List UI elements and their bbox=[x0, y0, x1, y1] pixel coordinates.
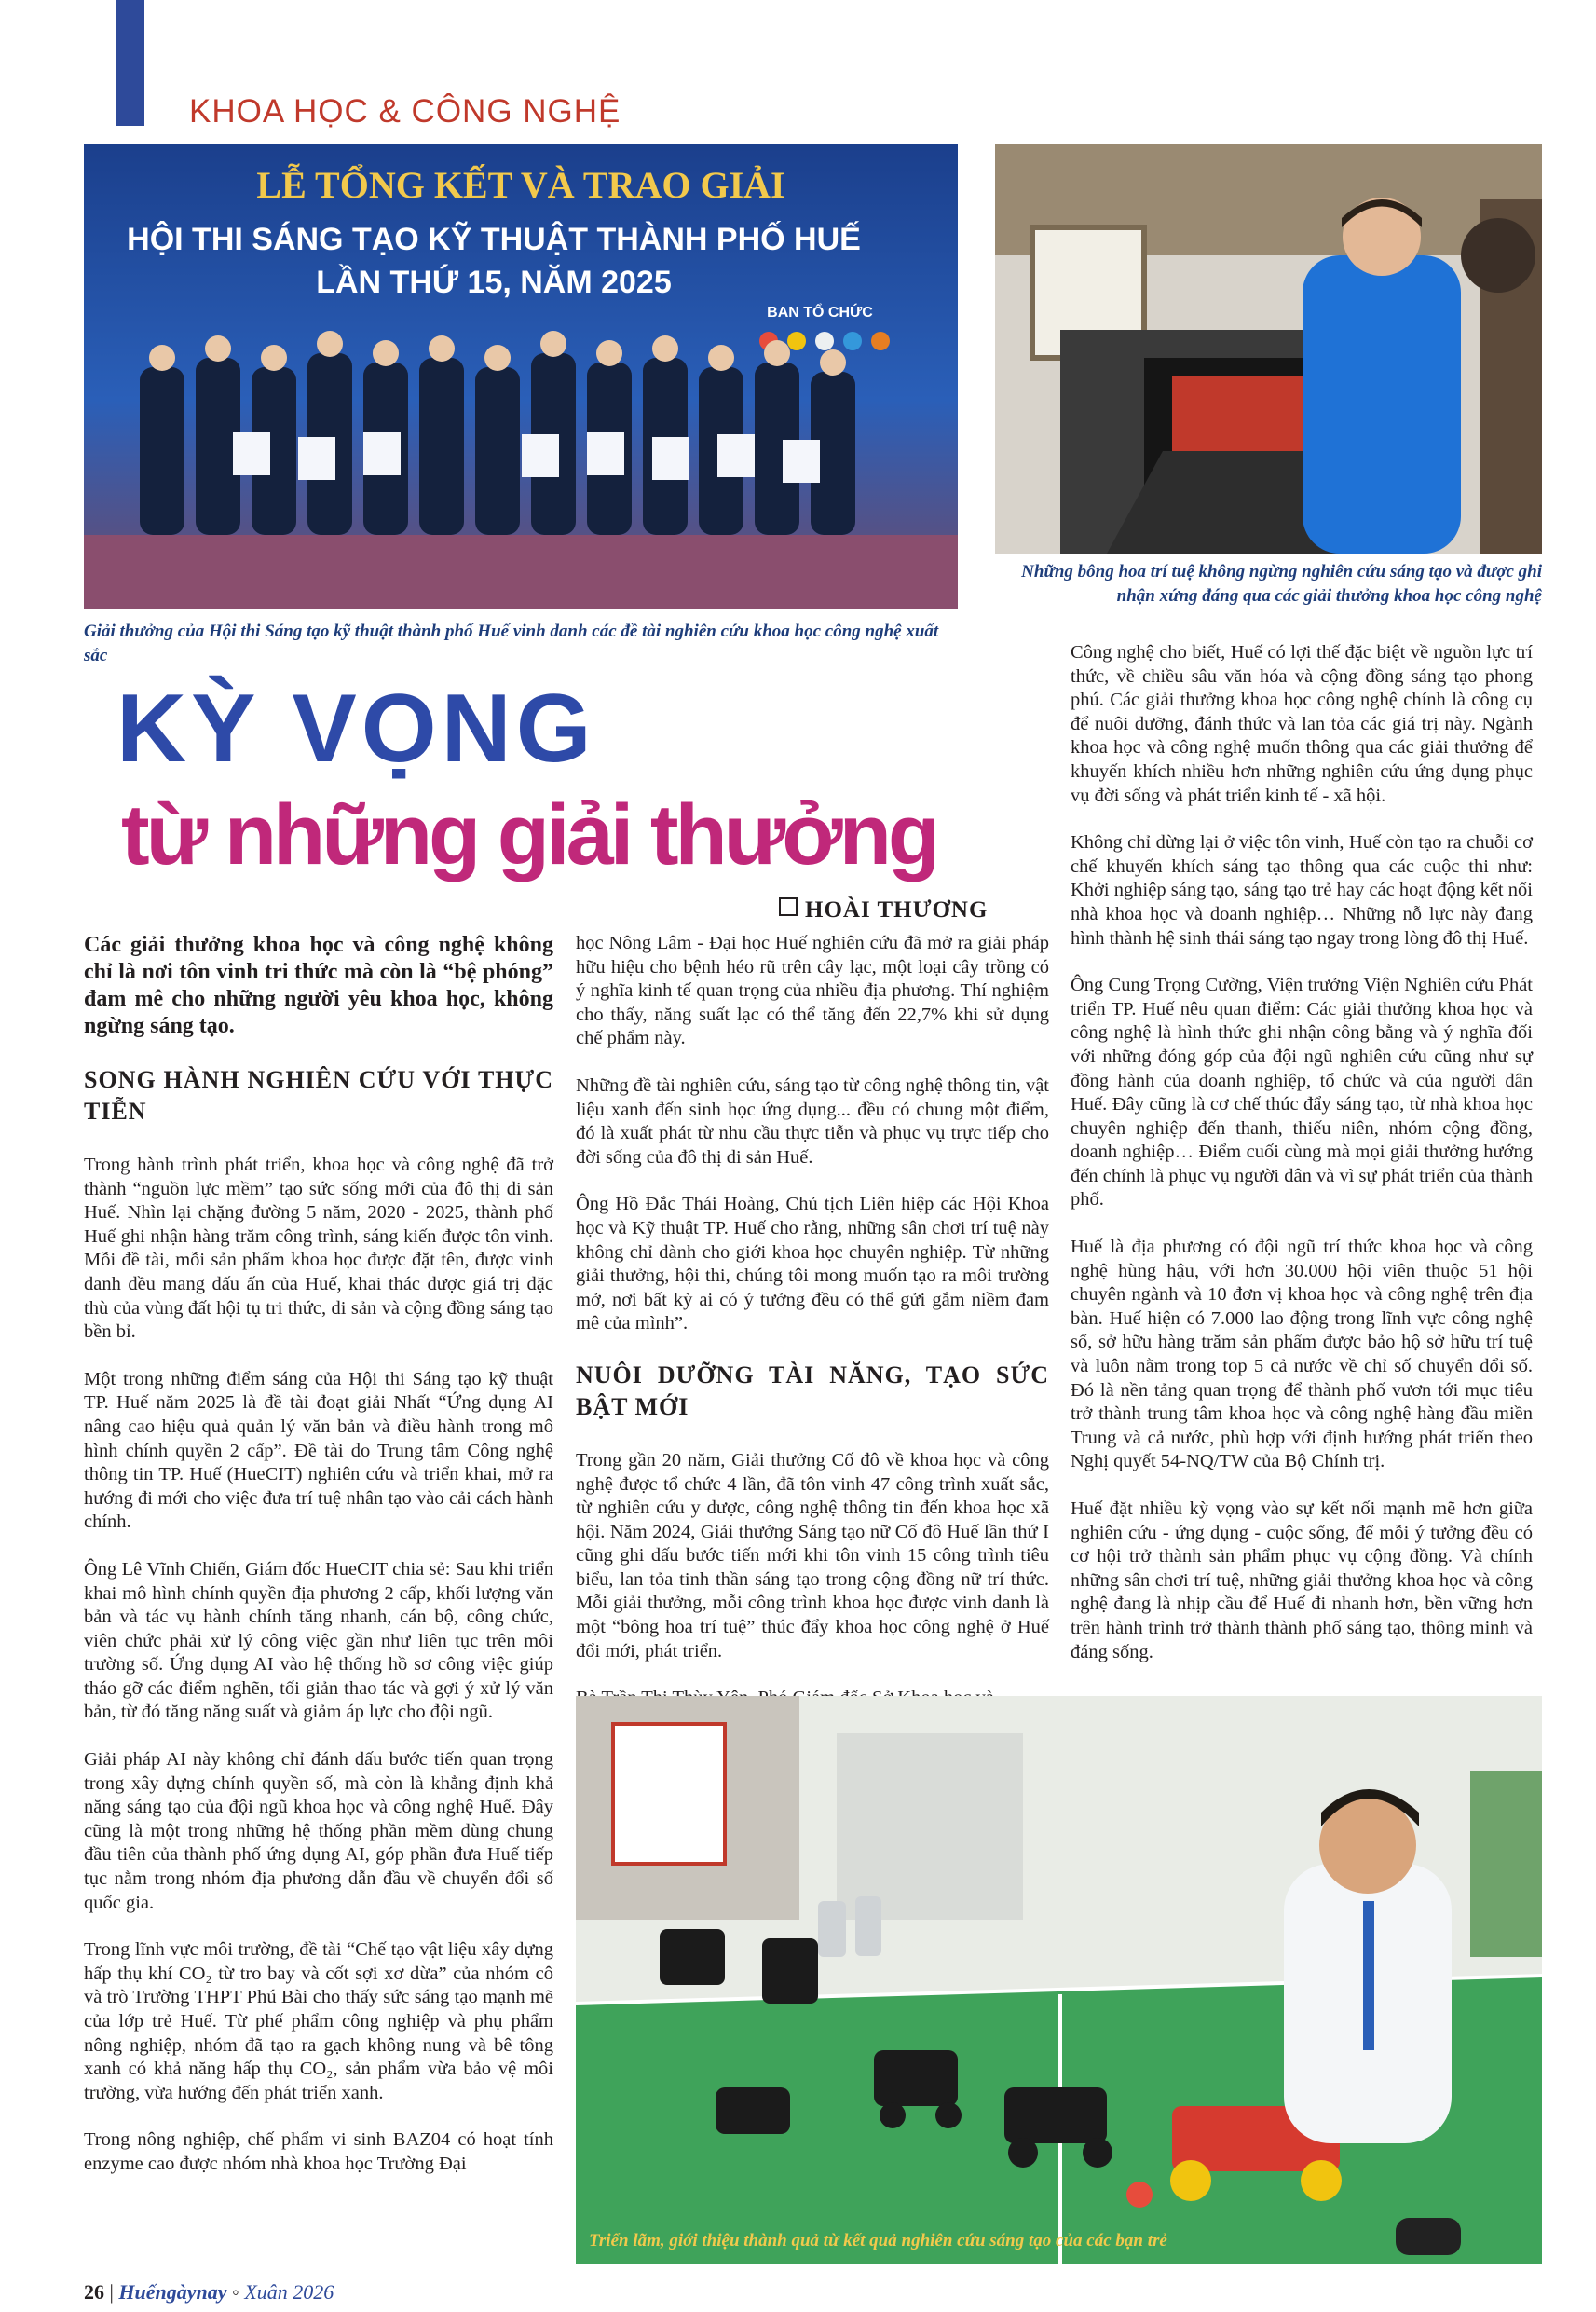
paragraph: học Nông Lâm - Đại học Huế nghiên cứu đã mở ra giải pháp hữu hiệu cho bệnh héo rũ trên cây lạc, một loại cây trồng có ý nghĩa kinh tế quan trọng của nhiều địa phương. Thí nghiệm cho thấy, năng suất lạc có thể tăng đến 22,7% khi sử dụng chế phẩm này. bbox=[576, 933, 1049, 1049]
article-column-1 bbox=[84, 932, 553, 2200]
author-byline bbox=[779, 897, 988, 923]
section-tab-bar bbox=[116, 0, 144, 126]
paragraph: Ông Cung Trọng Cường, Viện trưởng Viện Nghiên cứu Phát triển TP. Huế nêu quan điểm: Các giải thưởng khoa học và công nghệ là hình thức ghi nhận công bằng và ý nghĩa đối với những đóng góp của đội ngũ nghiên cứu cũng như sự đồng hành của doanh nghiệp, tổ chức và của người dân Huế. Đây cũng là cơ chế thúc đẩy sáng tạo, từ nhà khoa học chuyên nghiệp đến thanh, thiếu niên, nhóm cộng đồng, doanh nghiệp… Điểm cuối cùng mà mọi giải thưởng hướng đến chính là phục vụ người dân và vì sự phát triển của thành phố. bbox=[1071, 975, 1533, 1211]
paragraph: Không chỉ dừng lại ở việc tôn vinh, Huế còn tạo ra chuỗi cơ chế khuyến khích sáng tạo thông qua các cuộc thi như: Khởi nghiệp sáng tạo, sáng tạo trẻ hay các hoạt động kết nối nhà khoa học và doanh nghiệp… Những nỗ lực này đang hình thành hệ sinh thái sáng tạo ngay trong lòng đô thị Huế. bbox=[1071, 832, 1533, 949]
banner-line-2: HỘI THI SÁNG TẠO KỸ THUẬT THÀNH PHỐ HUẾ bbox=[127, 222, 861, 257]
byline-box-icon bbox=[779, 897, 798, 916]
author-name: HOÀI THƯƠNG bbox=[805, 897, 989, 923]
subheading-2: NUÔI DƯỠNG TÀI NĂNG, TẠO SỨC BẬT MỚI bbox=[576, 1361, 1049, 1420]
section-label: KHOA HỌC & CÔNG NGHỆ bbox=[189, 93, 621, 130]
magazine-name: Huếngàynay bbox=[118, 2280, 227, 2304]
page-footer: 26 | Huếngàynay ◦ Xuân 2026 bbox=[84, 2280, 334, 2304]
award-ceremony-caption: Giải thưởng của Hội thi Sáng tạo kỹ thuật thành phố Huế vinh danh các đề tài nghiên cứu khoa học công nghệ xuất sắc bbox=[84, 622, 939, 665]
banner-line-1: LỄ TỔNG KẾT VÀ TRAO GIẢI bbox=[256, 164, 785, 206]
students-laptop-photo bbox=[995, 144, 1542, 554]
paragraph: Giải pháp AI này không chỉ đánh dấu bước tiến quan trọng trong xây dựng chính quyền số, mà còn là khẳng định khả năng sáng tạo của đội ngũ khoa học và công nghệ Huế. Đây cũng là một trong những hệ thống phần mềm dùng chung đầu tiên của thành phố ứng dụng AI, góp phần đưa Huế tiếp tục nằm trong nhóm địa phương dẫn đầu về chuyển đổi số quốc gia. bbox=[84, 1749, 553, 1913]
paragraph: Một trong những điểm sáng của Hội thi Sáng tạo kỹ thuật TP. Huế năm 2025 là đề tài đoạt giải Nhất “Ứng dụng AI nâng cao hiệu quả quản lý văn bản và điều hành trong mô hình chính quyền 2 cấp”. Đề tài do Trung tâm Công nghệ thông tin TP. Huế (HueCIT) nghiên cứu và triển khai, mở ra hướng đi mới cho việc đưa trí tuệ nhân tạo vào cải cách hành chính. bbox=[84, 1368, 553, 1533]
students-laptop-caption: Những bông hoa trí tuệ không ngừng nghiên cứu sáng tạo và được ghi nhận xứng đáng qua các giải thưởng khoa học công nghệ bbox=[1021, 562, 1542, 606]
paragraph: Huế đặt nhiều kỳ vọng vào sự kết nối mạnh mẽ hơn giữa nghiên cứu - ứng dụng - cuộc sống, để mỗi ý tưởng đều có cơ hội trở thành sản phẩm phục vụ cộng đồng. Và chính những sân chơi trí tuệ, những giải thưởng khoa học và công nghệ đang là nhịp cầu để Huế đi nhanh hơn, bền vững hơn trên hành trình trở thành thành phố sáng tạo, thông minh và đáng sống. bbox=[1071, 1498, 1533, 1662]
issue-label: Xuân 2026 bbox=[244, 2280, 334, 2304]
award-ceremony-photo bbox=[84, 144, 958, 609]
paragraph: Trong hành trình phát triển, khoa học và công nghệ đã trở thành “nguồn lực mềm” tạo sức sống mới của đô thị di sản Huế. Nhìn lại chặng đường 5 năm, 2020 - 2025, thành phố Huế ghi nhận hàng trăm công trình, sáng kiến được tôn vinh. Mỗi đề tài, mỗi sản phẩm khoa học được đặt tên, được vinh danh đều mang dấu ấn của Huế, khai thác được giá trị đặc thù của vùng đất hội tụ tri thức, di sản và cộng đồng sáng tạo bền bỉ. bbox=[84, 1155, 553, 1343]
robotics-exhibition-caption: Triển lãm, giới thiệu thành quả từ kết quả nghiên cứu sáng tạo của các bạn trẻ bbox=[589, 2231, 1167, 2250]
headline-line-2: từ những giải thưởng bbox=[121, 787, 937, 882]
paragraph: Trong nông nghiệp, chế phẩm vi sinh BAZ04 có hoạt tính enzyme cao được nhóm nhà khoa học Trường Đại bbox=[84, 2129, 553, 2174]
paragraph: Huế là địa phương có đội ngũ trí thức khoa học và công nghệ hùng hậu, với hơn 30.000 hội viên thuộc 51 hội chuyên ngành và 10 đơn vị khoa học và công nghệ trên địa bàn. Huế hiện có 7.000 lao động trong lĩnh vực công nghệ số, sở hữu hàng trăm sản phẩm được bảo hộ sở hữu trí tuệ và luôn nằm trong top 5 cả nước về chỉ số chuyển đổi số. Đó là nền tảng quan trọng để thành phố vươn tới mục tiêu trở thành trung tâm khoa học và công nghệ hàng đầu miền Trung và cả nước, phù hợp với định hướng phát triển theo Nghị quyết 54-NQ/TW của Bộ Chính trị. bbox=[1071, 1237, 1533, 1472]
paragraph: Công nghệ cho biết, Huế có lợi thế đặc biệt về nguồn lực trí thức, về chiều sâu văn hóa và cộng đồng sáng tạo phong phú. Các giải thưởng khoa học công nghệ chính là công cụ để nuôi dưỡng, đánh thức và lan tỏa các giá trị này. Ngành khoa học và công nghệ muốn thông qua các giải thưởng để khuyến khích nhiều hơn những nghiên cứu ứng dụng phục vụ đời sống và phát triển kinh tế - xã hội. bbox=[1071, 642, 1533, 806]
headline-line-1: KỲ VỌNG bbox=[116, 675, 596, 783]
robotics-exhibition-photo bbox=[576, 1696, 1542, 2264]
article-column-2 bbox=[576, 932, 1049, 1734]
paragraph: Những đề tài nghiên cứu, sáng tạo từ công nghệ thông tin, vật liệu xanh đến sinh học ứng dụng... đều có chung một điểm, đó là xuất phát từ nhu cầu thực tiễn và phục vụ trực tiếp cho đời sống của đô thị di sản Huế. bbox=[576, 1074, 1049, 1168]
page-number: 26 bbox=[84, 2280, 104, 2304]
article-column-3 bbox=[1071, 641, 1533, 1688]
banner-line-3: LẦN THỨ 15, NĂM 2025 bbox=[316, 265, 672, 300]
paragraph: Trong gần 20 năm, Giải thưởng Cố đô về khoa học và công nghệ được tổ chức 4 lần, đã tôn vinh 47 công trình xuất sắc, từ nghiên cứu y dược, công nghệ thông tin đến khoa học xã hội. Năm 2024, Giải thưởng Sáng tạo nữ Cố đô Huế lần thứ I cũng ghi dấu bước tiến mới khi tôn vinh 15 công trình tiêu biểu, lan tỏa tinh thần sáng tạo trong cộng đồng nữ trí thức. Mỗi giải thưởng, mỗi công trình khoa học được vinh danh là một “bông hoa trí tuệ” thúc đẩy khoa học công nghệ ở Huế đổi mới, phát triển. bbox=[576, 1449, 1049, 1662]
paragraph: Ông Hồ Đắc Thái Hoàng, Chủ tịch Liên hiệp các Hội Khoa học và Kỹ thuật TP. Huế cho rằng, những sân chơi trí tuệ này không chỉ dành cho giới khoa học chuyên nghiệp. Từ những giải thưởng, hội thi, chúng tôi mong muốn tạo ra môi trường mở, nơi bất kỳ ai có ý tưởng đều có thể gửi gắm niềm đam mê của mình”. bbox=[576, 1194, 1049, 1334]
subheading-1: SONG HÀNH NGHIÊN CỨU VỚI THỰC TIỄN bbox=[84, 1066, 553, 1125]
paragraph: Ông Lê Vĩnh Chiến, Giám đốc HueCIT chia sẻ: Sau khi triển khai mô hình chính quyền địa phương 2 cấp, khối lượng văn bản và tác vụ hành chính tăng nhanh, cán bộ, công chức, viên chức phải xử lý công việc gần như liên tục trên môi trường số. Ứng dụng AI vào hệ thống hồ sơ công việc giúp tháo gỡ các điểm nghẽn, tối giản thao tác và gợi ý xử lý văn bản, từ đó tăng năng suất và giảm áp lực cho đội ngũ. bbox=[84, 1558, 553, 1723]
lead-paragraph: Các giải thưởng khoa học và công nghệ không chỉ là nơi tôn vinh tri thức mà còn là “bệ phóng” đam mê cho những người yêu khoa học, không ngừng sáng tạo. bbox=[84, 933, 553, 1038]
paragraph: Trong lĩnh vực môi trường, đề tài “Chế tạo vật liệu xây dựng hấp thụ khí CO₂ từ tro bay và cốt sợi xơ dừa” của nhóm cô và trò Trường THPT Phú Bài cho thấy sức sáng tạo mạnh mẽ của lớp trẻ Huế. Từ phế phẩm công nghiệp và phụ phẩm nông nghiệp, nhóm đã tạo ra gạch không nung và bê tông xanh có khả năng hấp thụ CO₂, sản phẩm vừa bảo vệ môi trường, vừa hướng đến phát triển xanh. bbox=[84, 1939, 553, 2103]
banner-organizer: BAN TỔ CHỨC bbox=[767, 305, 873, 321]
